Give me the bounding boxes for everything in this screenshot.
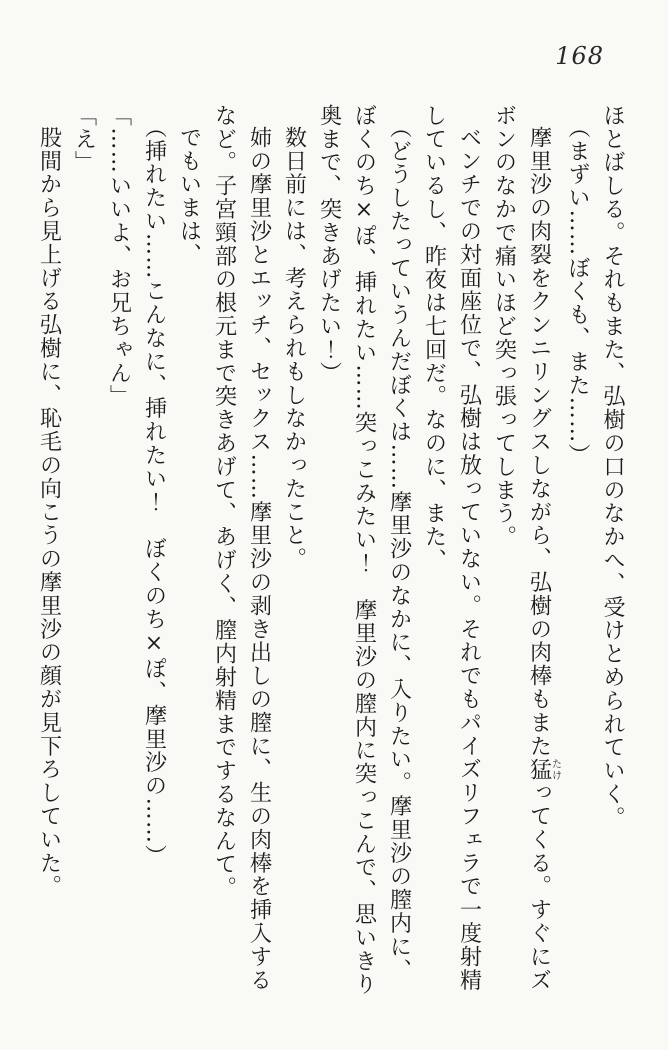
novel-text-block [32, 104, 631, 1004]
paragraph-8: でもいまは、 [176, 126, 202, 267]
ruby-annotated-kanji: 猛たけ [526, 757, 561, 782]
paragraph-9: （挿れたい……こんなに、挿れたい！ ぼくのち×ぽ、摩里沙の……） [141, 116, 167, 868]
paragraph-1: ほとばしる。それもまた、弘樹の口のなかへ、受けとめられていく。 [600, 104, 625, 830]
paragraph-6: 数日前には、考えられもしなかったこと。 [281, 126, 307, 571]
paragraph-5: （どうしたっていうんだぼくは……摩里沙のなかに、入りたい。摩里沙の膣内に、ぼくのち×ぽ、挿れたい……突っこみたい！ 摩里沙の膣内に突っこんで、思いきり奥まで、突きあげたい！） [316, 104, 412, 997]
paragraph-4: ベンチでの対面座位で、弘樹は放っていない。それでもパイズリフェラで一度射精しているし、昨夜は七回だ。なのに、また、 [421, 104, 482, 992]
paragraph-2: （まずい……ぼくも、また……） [565, 116, 590, 468]
page-number: 168 [555, 42, 604, 70]
paragraph-11: 「え」 [71, 104, 97, 175]
paragraph-10: 「……いいよ、お兄ちゃん」 [106, 104, 132, 409]
paragraph-3: 摩里沙の肉裂をクンニリングスしながら、弘樹の肉棒もまた猛たけってくる。すぐにズボンのなかで痛いほど突っ張ってしまう。 [491, 104, 561, 992]
paragraph-12: 股間から見上げる弘樹に、恥毛の向こうの摩里沙の顔が見下ろしていた。 [36, 126, 62, 899]
paragraph-7: 姉の摩里沙とエッチ、セックス……摩里沙の剥き出しの膣に、生の肉棒を挿入するなど。子宮頸部の根元まで突きあげて、あげく、膣内射精までするなんて。 [211, 104, 272, 992]
